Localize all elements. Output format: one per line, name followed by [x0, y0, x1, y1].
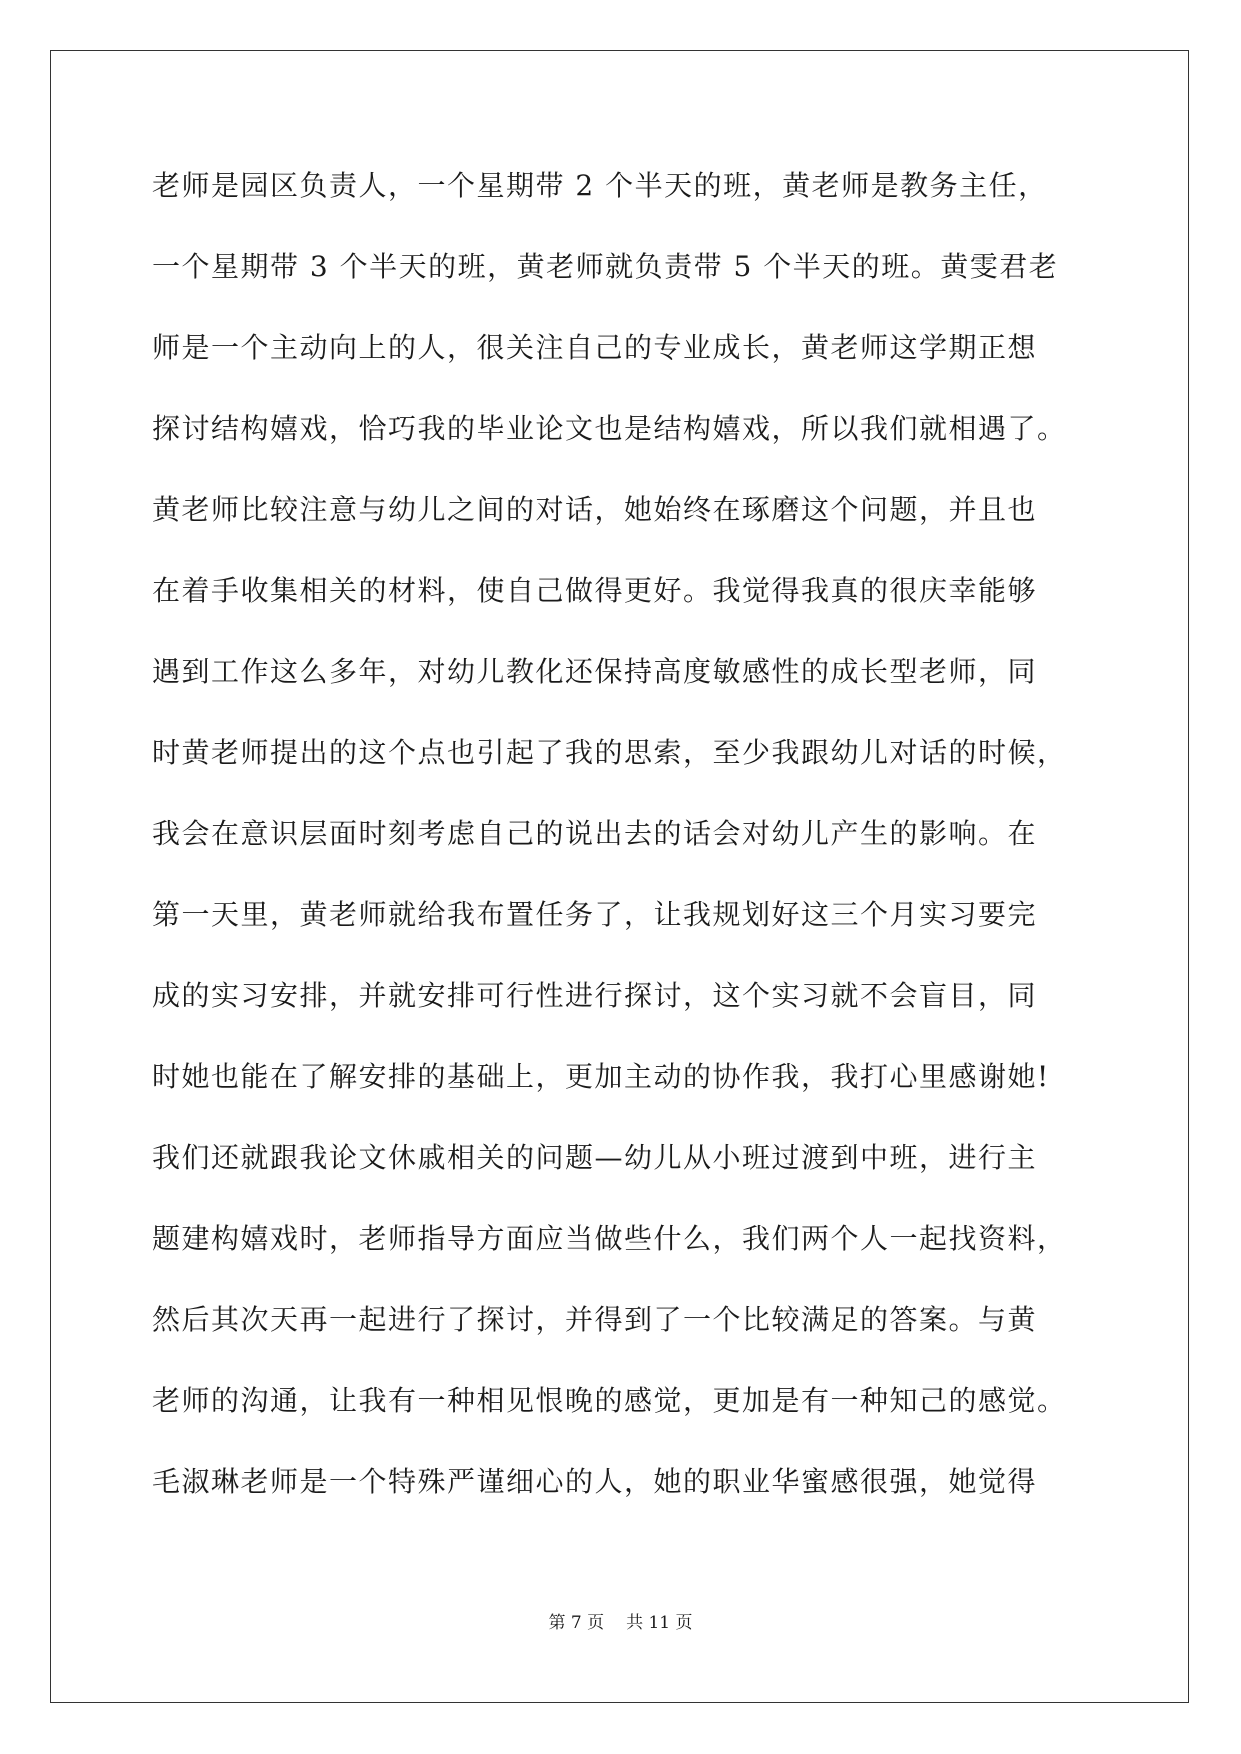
text-line: 在着手收集相关的材料，使自己做得更好。我觉得我真的很庆幸能够: [152, 574, 1038, 607]
text-line: 题建构嬉戏时，老师指导方面应当做些什么，我们两个人一起找资料，: [152, 1222, 1067, 1255]
text-line: 第一天里，黄老师就给我布置任务了，让我规划好这三个月实习要完: [152, 898, 1038, 931]
text-line: 师是一个主动向上的人，很关注自己的专业成长，黄老师这学期正想: [152, 331, 1038, 364]
document-body: [152, 164, 1097, 1541]
text-line: 时黄老师提出的这个点也引起了我的思索，至少我跟幼儿对话的时候，: [152, 736, 1067, 769]
text-line: 毛淑琳老师是一个特殊严谨细心的人，她的职业华蜜感很强，她觉得: [152, 1465, 1038, 1498]
text-line: 老师是园区负责人，一个星期带 2 个半天的班，黄老师是教务主任，: [152, 169, 1048, 202]
text-line: 成的实习安排，并就安排可行性进行探讨，这个实习就不会盲目，同: [152, 979, 1038, 1012]
text-line: 我会在意识层面时刻考虑自己的说出去的话会对幼儿产生的影响。在: [152, 817, 1038, 850]
total-page-count: 共 11 页: [626, 1613, 693, 1633]
text-line: 然后其次天再一起进行了探讨，并得到了一个比较满足的答案。与黄: [152, 1303, 1038, 1336]
text-line: 老师的沟通，让我有一种相见恨晚的感觉，更加是有一种知己的感觉。: [152, 1384, 1067, 1417]
text-line: 黄老师比较注意与幼儿之间的对话，她始终在琢磨这个问题，并且也: [152, 493, 1038, 526]
text-line: 我们还就跟我论文休戚相关的问题—幼儿从小班过渡到中班，进行主: [152, 1141, 1038, 1174]
text-line: 一个星期带 3 个半天的班，黄老师就负责带 5 个半天的班。黄雯君老: [152, 250, 1059, 283]
text-line: 遇到工作这么多年，对幼儿教化还保持高度敏感性的成长型老师，同: [152, 655, 1038, 688]
text-line: 时她也能在了解安排的基础上，更加主动的协作我，我打心里感谢她!: [152, 1060, 1050, 1093]
current-page-number: 第 7 页: [548, 1613, 605, 1633]
page-footer: [0, 1611, 1241, 1635]
text-line: 探讨结构嬉戏，恰巧我的毕业论文也是结构嬉戏，所以我们就相遇了。: [152, 412, 1067, 445]
